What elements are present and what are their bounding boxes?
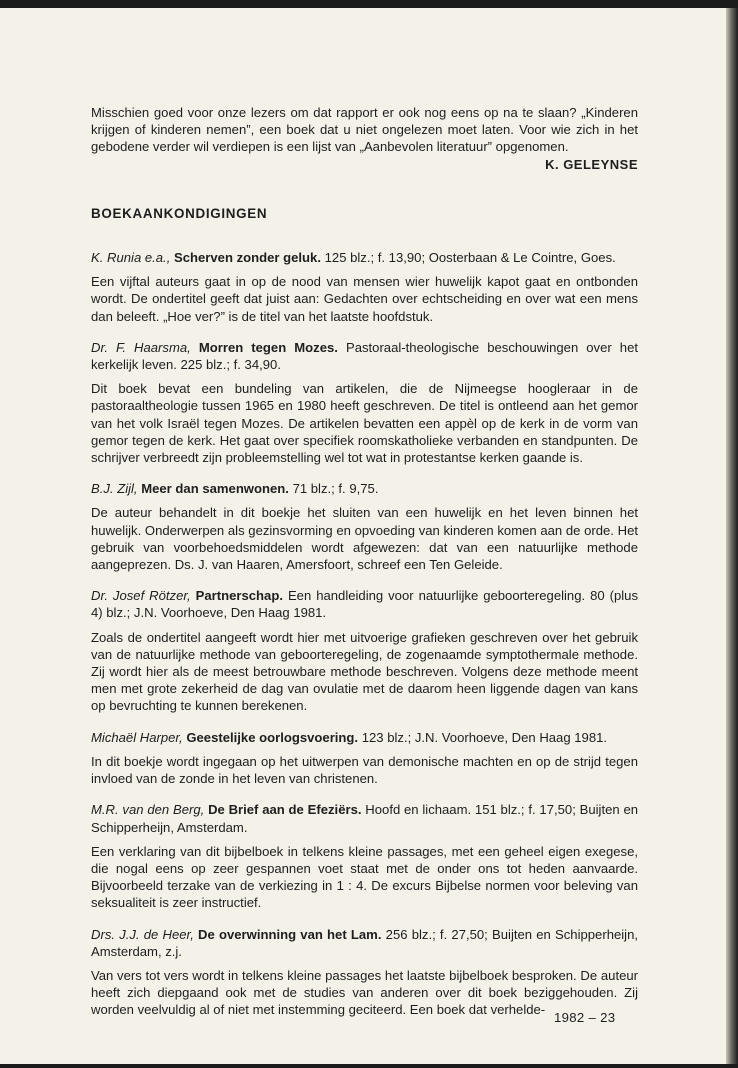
book-citation bbox=[91, 587, 638, 621]
intro-paragraph: Misschien goed voor onze lezers om dat rapport er ook nog eens op na te slaan? „Kinderen krijgen of kinderen nemen”, een boek dat u niet ongelezen moet laten. Voor wie zich in het gebodene verder wil verdiepen is een lijst van „Aanbevolen literatuur” opgenomen. bbox=[91, 105, 638, 155]
book-citation bbox=[91, 339, 638, 373]
author-signature: K. GELEYNSE bbox=[545, 156, 638, 172]
document-page bbox=[0, 8, 726, 1064]
section-heading: BOEKAANKONDIGINGEN bbox=[91, 205, 268, 221]
book-description: Een verklaring van dit bijbelboek in telkens kleine passages, met een geheel eigen exegese, die nogal eens op zeer gespannen voet staat met de onder ons tot heden aanvaarde. Bijvoorbeeld terzake van de verkiezing in 1 : 4. De excurs Bijbelse normen voor beleving van seksualiteit is zeer instructief. bbox=[91, 843, 638, 911]
book-description: Van vers tot vers wordt in telkens kleine passages het laatste bijbelboek besproken. De auteur heeft zich diepgaand ook met de studies van anderen over dit boek beziggehouden. Zij worden veelvuldig al of niet met instemming geciteerd. Een boek dat verhelde- bbox=[91, 967, 638, 1018]
book-entry bbox=[91, 801, 638, 911]
book-details: 256 blz.; f. 27,50; Buijten en Schipperheijn, Amsterdam, z.j. bbox=[91, 926, 638, 959]
book-entry bbox=[91, 926, 638, 1019]
book-description: Een vijftal auteurs gaat in op de nood van mensen wier huwelijk kapot gaat en ontbonden wordt. De ondertitel geeft dat juist aan: Gedachten over echtscheiding en over wat een mens dan beleeft. „Hoe ver?” is de titel van het laatste hoofdstuk. bbox=[91, 274, 638, 324]
book-citation bbox=[91, 729, 638, 746]
book-author: Drs. J.J. de Heer, bbox=[91, 926, 194, 942]
book-details: Hoofd en lichaam. 151 blz.; f. 17,50; Buijten en Schipperheijn, Amsterdam. bbox=[91, 802, 639, 835]
book-author: Dr. F. Haarsma, bbox=[91, 339, 191, 355]
book-entry bbox=[91, 339, 638, 466]
book-description: Dit boek bevat een bundeling van artikelen, die de Nijmeegse hoogleraar in de pastoraaltheologie tussen 1965 en 1980 heeft geschreven. De titel is ontleend aan het gemor van het volk Israël tegen Mozes. De artikelen bevatten een appèl op de kerk in de vorm van gemor tegen de kerk. Het gaat over specifiek roomskatholieke verbanden en standpunten. De schrijver verbreedt zijn probleemstelling wel tot wat in protestantse kerken gaande is. bbox=[91, 381, 638, 466]
book-description: Zoals de ondertitel aangeeft wordt hier met uitvoerige grafieken geschreven over het gebruik van de natuurlijke methode van geboorteregeling, de zogenaamde symptothermale methode. Zij wordt hier als de meest betrouwbare methode beschreven. Volgens deze methode meent men met grote zekerheid de dag van ovulatie met de daarom heen liggende dagen van kans op bevruchting te kunnen berekenen. bbox=[91, 629, 638, 714]
book-citation bbox=[91, 801, 638, 835]
book-citation bbox=[91, 480, 638, 497]
page-edge-shadow bbox=[726, 8, 738, 1064]
page-content bbox=[91, 104, 638, 1033]
book-author: K. Runia e.a., bbox=[91, 250, 171, 266]
book-citation bbox=[91, 249, 638, 266]
page-number: 1982 – 23 bbox=[554, 1010, 616, 1025]
book-title: Partnerschap. bbox=[195, 588, 283, 604]
book-description: De auteur behandelt in dit boekje het sluiten van een huwelijk en het leven binnen het huwelijk. Onderwerpen als gezinsvorming en opvoeding van kinderen komen aan de orde. Het gebruik van voorbehoedsmiddelen wordt afgewezen: dat van een natuurlijke methode aangeprezen. Ds. J. van Haaren, Amersfoort, schreef een Ten Geleide. bbox=[91, 505, 638, 573]
book-entry bbox=[91, 729, 638, 788]
book-author: Michaël Harper, bbox=[91, 729, 183, 745]
book-entry bbox=[91, 249, 638, 325]
book-title: Geestelijke oorlogsvoering. bbox=[186, 729, 359, 745]
book-title: De Brief aan de Efeziërs. bbox=[208, 802, 362, 818]
book-details: Pastoraal-theologische beschouwingen over het kerkelijk leven. 225 blz.; f. 34,90. bbox=[91, 339, 638, 373]
book-details: 71 blz.; f. 9,75. bbox=[292, 481, 379, 497]
book-author: B.J. Zijl, bbox=[91, 481, 138, 497]
book-author: Dr. Josef Rötzer, bbox=[91, 588, 191, 604]
book-description: In dit boekje wordt ingegaan op het uitwerpen van demonische machten en op de strijd tegen invloed van de zonde in het leven van christenen. bbox=[91, 753, 638, 787]
book-details: 125 blz.; f. 13,90; Oosterbaan & Le Cointre, Goes. bbox=[324, 250, 616, 266]
book-title: Scherven zonder geluk. bbox=[173, 250, 321, 266]
book-title: Morren tegen Mozes. bbox=[198, 339, 338, 355]
book-title: De overwinning van het Lam. bbox=[198, 926, 382, 942]
book-entry bbox=[91, 480, 638, 573]
book-author: M.R. van den Berg, bbox=[91, 802, 205, 818]
book-details: 123 blz.; J.N. Voorhoeve, Den Haag 1981. bbox=[361, 729, 608, 745]
book-entry bbox=[91, 587, 638, 714]
book-title: Meer dan samenwonen. bbox=[141, 481, 289, 497]
book-details: Een handleiding voor natuurlijke geboorteregeling. 80 (plus 4) blz.; J.N. Voorhoeve, Den Haag 1981. bbox=[91, 588, 638, 621]
book-citation bbox=[91, 926, 638, 960]
